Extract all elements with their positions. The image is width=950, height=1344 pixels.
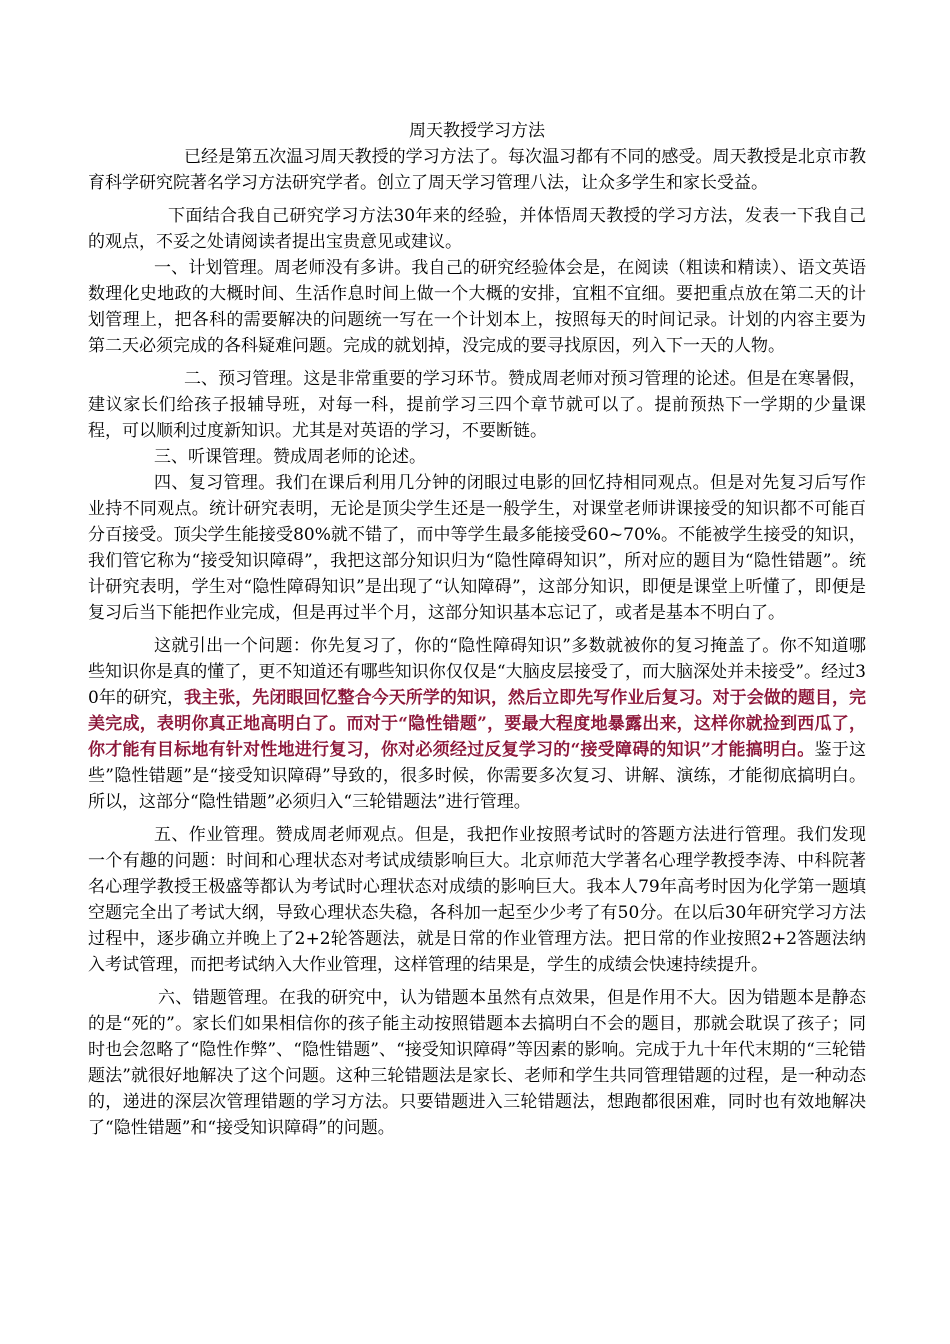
paragraph-homework-management: 五、作业管理。赞成周老师观点。但是，我把作业按照考试时的答题方法进行管理。我们发现一个有趣的问题：时间和心理状态对考试成绩影响巨大。北京师范大学著名心理学教授李涛、中科院著名心理学教授王极盛等都认为考试时心理状态对成绩的影响巨大。我本人79年高考时因为化学第一题填空题完全出了考试大纲，导致心理状态失稳，各科加一起至少少考了有50分。在以后30年研究学习方法过程中，逐步确立并晚上了2+2轮答题法，就是日常的作业管理方法。把日常的作业按照2+2答题法纳入考试管理，而把考试纳入大作业管理，这样管理的结果是，学生的成绩会快速持续提升。 [88, 825, 866, 975]
paragraph-intro: 已经是第五次温习周天教授的学习方法了。每次温习都有不同的感受。周天教授是北京市教育科学研究院著名学习方法研究学者。创立了周天学习管理八法，让众多学生和家长受益。 [88, 147, 866, 193]
document-page [88, 118, 866, 1141]
review-text-lead: 这就引出一个问题：你先复习了，你的“隐性障碍知识”多数就被你的复习掩盖了。你不知道哪些知识你是真的懂了，更不知道还有哪些知识你仅仅是“大脑皮层接受了，而大脑深处并未接受”。经过30年的研究， [88, 636, 866, 708]
paragraph-lecture-management: 三、听课管理。赞成周老师的论述。 [154, 447, 426, 467]
paragraph-preview-management: 二、预习管理。这是非常重要的学习环节。赞成周老师对预习管理的论述。但是在寒暑假，建议家长们给孩子报辅导班，对每一科，提前学习三四个章节就可以了。提前预热下一学期的少量课程，可以顺利过度新知识。尤其是对英语的学习，不要断链。 [88, 369, 866, 441]
review-highlight: 我主张，先闭眼回忆整合今天所学的知识，然后立即先写作业后复习。对于会做的题目，完美完成，表明你真正地高明白了。而对于“隐性错题”，要最大程度地暴露出来，这样你就捡到西瓜了，你才能有目标地有针对性地进行复习，你对必须经过反复学习的“接受障碍的知识”才能搞明白。 [88, 688, 866, 760]
paragraph-mistake-management: 六、错题管理。在我的研究中，认为错题本虽然有点效果，但是作用不大。因为错题本是静态的是“死的”。家长们如果相信你的孩子能主动按照错题本去搞明白不会的题目，那就会耽误了孩子；同时也会忽略了“隐性作弊”、“隐性错题”、“接受知识障碍”等因素的影响。完成于九十年代末期的“三轮错题法”就很好地解决了这个问题。这种三轮错题法是家长、老师和学生共同管理错题的过程，是一种动态的，递进的深层次管理错题的学习方法。只要错题进入三轮错题法，想跑都很困难，同时也有效地解决了“隐性错题”和“接受知识障碍”的问题。 [88, 988, 866, 1138]
paragraph-plan-management: 一、计划管理。周老师没有多讲。我自己的研究经验体会是，在阅读（粗读和精读）、语文英语数理化史地政的大概时间、生活作息时间上做一个大概的安排，宜粗不宜细。要把重点放在第二天的计划管理上，把各科的需要解决的问题统一写在一个计划本上，按照每天的时间记录。计划的内容主要为第二天必须完成的各科疑难问题。完成的就划掉，没完成的要寻找原因，列入下一天的人物。 [88, 258, 866, 356]
review-text-tail: 鉴于这些”隐性错题”是“接受知识障碍”导致的，很多时候，你需要多次复习、讲解、演练，才能彻底搞明白。所以，这部分“隐性错题”必须归入“三轮错题法”进行管理。 [88, 740, 866, 812]
paragraph-review-conclusion [88, 633, 866, 815]
paragraph-preface: 下面结合我自己研究学习方法30年来的经验，并体悟周天教授的学习方法，发表一下我自己的观点，不妥之处请阅读者提出宝贵意见或建议。 [88, 206, 866, 252]
paragraph-review-management: 四、复习管理。我们在课后利用几分钟的闭眼过电影的回忆持相同观点。但是对先复习后写作业持不同观点。统计研究表明，无论是顶尖学生还是一般学生，对课堂老师讲课接受的知识都不可能百分百接受。顶尖学生能接受80%就不错了，而中等学生最多能接受60~70%。不能被学生接受的知识，我们管它称为“接受知识障碍”，我把这部分知识归为“隐性障碍知识”，所对应的题目为“隐性错题”。统计研究表明，学生对“隐性障碍知识”是出现了“认知障碍”，这部分知识，即便是课堂上听懂了，即便是复习后当下能把作业完成，但是再过半个月，这部分知识基本忘记了，或者是基本不明白了。 [88, 473, 866, 623]
document-title: 周天教授学习方法 [409, 121, 545, 141]
